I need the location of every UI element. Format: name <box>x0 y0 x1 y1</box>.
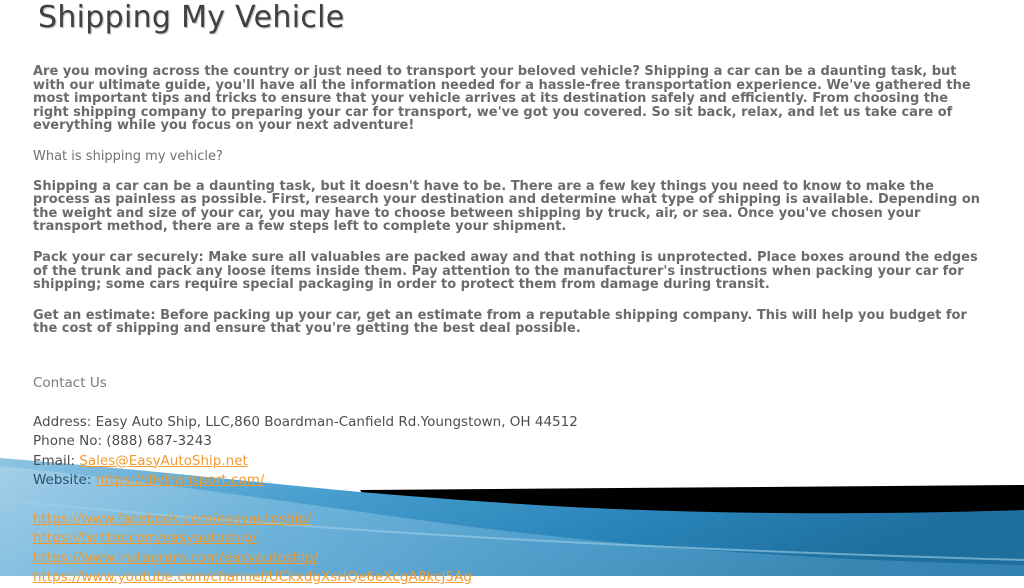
social-link-row <box>33 549 733 569</box>
website-label: Website: <box>33 472 96 488</box>
intro-paragraph: Are you moving across the country or just need to transport your beloved vehicle? Shipping a car can be a daunting task, but with our ultimate guide, you'll have all the information needed for a hassle-free transportation experience. We've gathered the most important tips and tricks to ensure that your vehicle arrives at its destination safely and efficiently. From choosing the right shipping company to preparing your car for transport, we've got you covered. So sit back, relax, and let us take care of everything while you focus on your next adventure! <box>33 64 971 134</box>
contact-heading: Contact Us <box>33 375 107 391</box>
contact-phone: Phone No: (888) 687-3243 <box>33 433 212 449</box>
section-question: What is shipping my vehicle? <box>33 148 223 164</box>
email-label: Email: <box>33 452 80 469</box>
paragraph-pack-car: Pack your car securely: Make sure all valuables are packed away and that nothing is unprotected. Place boxes around the edges of the trunk and pack any loose items inside them. Pay attention to the manufacturer's instructions when packing your car for shipping; some cars require special packaging in order to protect them from damage during transit. <box>33 249 978 293</box>
contact-email-row <box>33 452 733 472</box>
social-link-row <box>33 510 733 530</box>
contact-website-row <box>33 471 733 491</box>
twitter-link[interactable]: https://twitter.com/easyautoship/ <box>33 530 257 546</box>
facebook-link[interactable]: https://www.facebook.com/easyautoship/ <box>33 510 312 527</box>
article-body <box>33 65 983 353</box>
email-link[interactable]: Sales@EasyAutoShip.net <box>79 452 248 469</box>
social-link-row <box>33 568 733 588</box>
contact-address: Address: Easy Auto Ship, LLC,860 Boardman-Canfield Rd.Youngstown, OH 44512 <box>33 413 578 430</box>
youtube-link[interactable]: https://www.youtube.com/channel/UCkxdgXsHQe6eXcgA8kcJ5Ag <box>33 569 472 585</box>
social-link-row <box>33 529 733 549</box>
paragraph-overview: Shipping a car can be a daunting task, but it doesn't have to be. There are a few key things you need to know to make the process as painless as possible. First, research your destination and determine what type of shipping is available. Depending on the weight and size of your car, you may have to choose between shipping by truck, air, or sea. Once you've chosen your transport method, there are a few steps left to complete your shipment. <box>33 178 981 235</box>
page-title: Shipping My Vehicle <box>38 0 345 35</box>
paragraph-estimate: Get an estimate: Before packing up your car, get an estimate from a reputable shipping company. This will help you budget for the cost of shipping and ensure that you're getting the best deal possible. <box>33 307 967 337</box>
instagram-link[interactable]: https://www.instagram.com/easyautoship/ <box>33 549 319 566</box>
website-link[interactable]: https://diytransport.com/ <box>95 472 265 488</box>
contact-section <box>33 374 733 588</box>
